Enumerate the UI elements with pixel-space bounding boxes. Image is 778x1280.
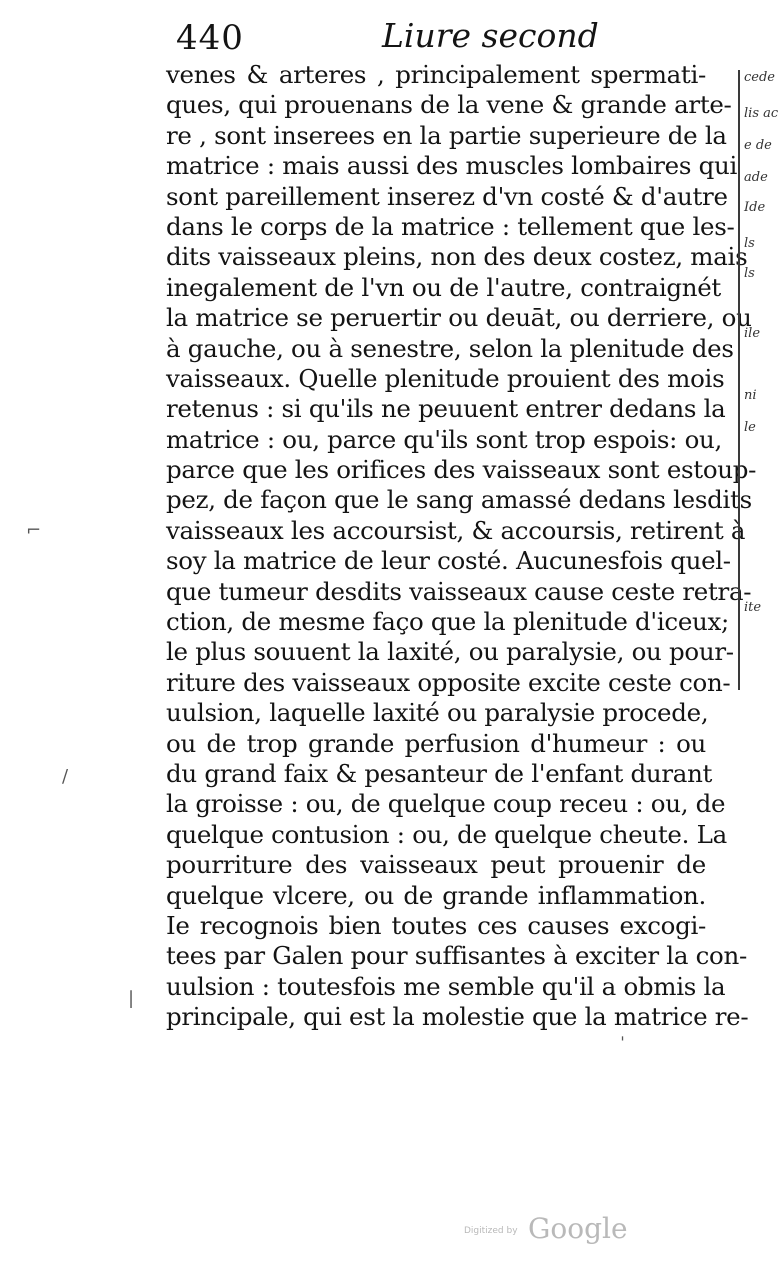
google-logo: Google (528, 1212, 628, 1245)
text-line: quelque contusion : ou, de quelque cheute. La (166, 819, 727, 849)
gutter-mark: | (128, 988, 135, 1009)
text-line: tees par Galen pour suffisantes à exciter la con- (166, 941, 747, 971)
text-line: dits vaisseaux pleins, non des deux costez, mais (166, 242, 748, 272)
text-line: riture des vaisseaux opposite excite ceste con- (166, 667, 731, 697)
text-line: principale, qui est la molestie que la matrice re- (166, 1002, 749, 1032)
text-line: matrice : mais aussi des muscles lombaires qui (166, 151, 738, 181)
text-line: dans le corps de la matrice : tellement que les- (166, 211, 735, 241)
page-number: 440 (176, 18, 244, 58)
text-line: quelque vlcere, ou de grande inflammation. (166, 880, 706, 910)
margin-fragment: le (744, 420, 756, 435)
text-line: pourriture des vaisseaux peut prouenir de (166, 850, 706, 880)
running-title: Liure second (382, 16, 599, 55)
margin-fragment: Ide (744, 200, 766, 215)
margin-fragment: e de (744, 138, 772, 153)
text-line: ction, de mesme faço que la plenitude d'iceux; (166, 607, 729, 637)
text-line: sont pareillement inserez d'vn costé & d'autre (166, 181, 728, 211)
text-line: soy la matrice de leur costé. Aucunesfois quel- (166, 546, 731, 576)
text-line: ou de trop grande perfusion d'humeur : ou (166, 728, 706, 758)
margin-fragment: ls (744, 236, 755, 251)
gutter-mark: / (62, 766, 69, 787)
text-line: vaisseaux. Quelle plenitude prouient des mois (166, 363, 725, 393)
text-line: pez, de façon que le sang amassé dedans lesdits (166, 485, 752, 515)
text-line: du grand faix & pesanteur de l'enfant durant (166, 758, 713, 788)
text-line: vaisseaux les accoursist, & accoursis, retirent à (166, 515, 746, 545)
text-line: le plus souuent la laxité, ou paralysie, ou pour- (166, 637, 734, 667)
text-line: que tumeur desdits vaisseaux cause ceste retra- (166, 576, 752, 606)
digitized-by-google-watermark (464, 1212, 644, 1252)
margin-fragment: cede (744, 70, 775, 85)
text-line: matrice : ou, parce qu'ils sont trop espois: ou, (166, 424, 723, 454)
margin-fragment: ile (744, 326, 761, 341)
facing-page-margin (738, 70, 778, 690)
text-line: à gauche, ou à senestre, selon la plenitude des (166, 333, 734, 363)
margin-fragment: lis ac (744, 106, 778, 121)
text-line: uulsion, laquelle laxité ou paralysie procede, (166, 698, 709, 728)
watermark-prefix: Digitized by (464, 1226, 518, 1236)
text-line: parce que les orifices des vaisseaux sont estoup- (166, 455, 757, 485)
margin-fragment: ite (744, 600, 762, 615)
text-line: la groisse : ou, de quelque coup receu : ou, de (166, 789, 726, 819)
margin-fragment: ls (744, 266, 755, 281)
text-line: Ie recognois bien toutes ces causes excogi- (166, 910, 706, 940)
text-line: uulsion : toutesfois me semble qu'il a obmis la (166, 971, 726, 1001)
gutter-mark: ⌐ (26, 520, 42, 541)
text-line: venes & arteres , principalement spermati- (166, 60, 706, 89)
text-line: retenus : si qu'ils ne peuuent entrer dedans la (166, 394, 726, 424)
text-line: inegalement de l'vn ou de l'autre, contraignét (166, 272, 721, 302)
margin-fragment: ni (744, 388, 757, 403)
gutter-mark: ˈ (620, 1034, 625, 1055)
text-line: re , sont inserees en la partie superieure de la (166, 120, 727, 150)
text-line: ques, qui prouenans de la vene & grande arte- (166, 90, 732, 120)
text-line: la matrice se peruertir ou deuāt, ou derriere, ou (166, 303, 752, 333)
margin-fragment: ade (744, 170, 768, 185)
